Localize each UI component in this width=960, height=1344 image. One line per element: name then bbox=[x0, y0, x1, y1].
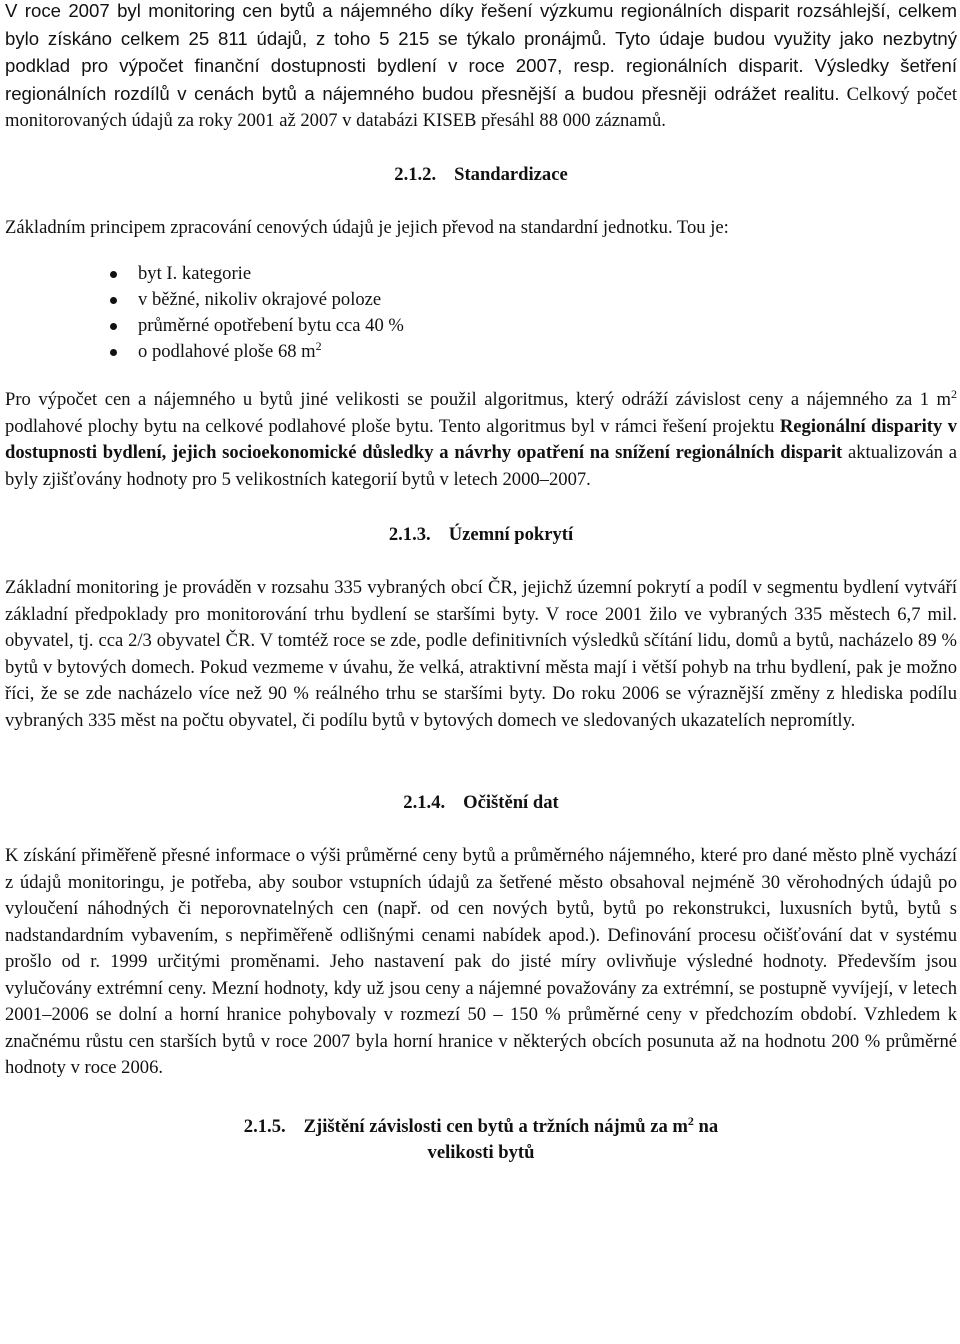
heading-number: 2.1.2. bbox=[394, 163, 437, 185]
standard-unit-list bbox=[5, 261, 957, 365]
bullet-icon bbox=[110, 323, 117, 330]
list-item: v běžné, nikoliv okrajové poloze bbox=[5, 287, 957, 313]
project-title: Regionální disparity v dostupnosti bydlení, jejich socioekonomické důsledky a návrhy opatření na snížení regionálních disparit bbox=[5, 415, 957, 463]
bullet-icon bbox=[110, 349, 117, 356]
heading-number: 2.1.4. bbox=[403, 792, 446, 813]
heading-title: Zjištění závislosti cen bytů a tržních nájmů za $m^2$ na bbox=[303, 1113, 719, 1137]
superscript: 2 bbox=[687, 1113, 694, 1128]
bullet-icon bbox=[110, 271, 117, 278]
heading-uzemni-pokryti bbox=[5, 522, 957, 548]
superscript: 2 bbox=[951, 387, 957, 401]
heading-ocisteni-dat bbox=[5, 790, 957, 816]
algorithm-paragraph: Pro výpočet cen a nájemného u bytů jiné velikosti se použil algoritmus, který odráží závislost ceny a nájemného za 1 $m^2$ podlahové plochy bytu na celkové podlahové ploše bytu. Tento algoritmus byl v rámci řešení projektu Regionální disparity v dostupnosti bydlení, jejich socioekonomické důsledky a návrhy opatření na snížení regionálních disparit aktualizován a byly zjišťovány hodnoty pro 5 velikostních kategorií bytů v letech 2000–2007. bbox=[5, 387, 957, 490]
heading-title: Územní pokrytí bbox=[448, 524, 574, 545]
list-item: byt I. kategorie bbox=[5, 261, 957, 287]
heading-title: Standardizace bbox=[454, 163, 568, 185]
intro-text-sans: V roce 2007 byl monitoring cen bytů a nájemného díky řešení výzkumu regionálních disparit rozsáhlejší, celkem bylo získáno celkem 25 811 údajů, z toho 5 215 se týkalo pronájmů. Tyto údaje budou využity jako nezbytný podklad pro výpočet finanční dostupnosti bydlení v roce 2007, resp. regionálních disparit. Výsledky šetření regionálních rozdílů v cenách bytů a nájemného budou přesnější a budou přesněji odrážet realitu. bbox=[5, 0, 957, 104]
heading-number: 2.1.5. bbox=[243, 1115, 286, 1137]
standardizace-lead: Základním principem zpracování cenových údajů je jejich převod na standardní jednotku. Tou je: bbox=[5, 216, 729, 238]
document-page bbox=[5, 0, 957, 1166]
uzemni-pokryti-paragraph: Základní monitoring je prováděn v rozsahu 335 vybraných obcí ČR, jejichž územní pokrytí a podíl v segmentu bydlení vytváří základní předpoklady pro monitorování trhu bydlení se staršími byty. V roce 2001 žilo ve vybraných 335 městech 6,7 mil. obyvatel, tj. cca 2/3 obyvatel ČR. V tomtéž roce se zde, podle definitivních výsledků sčítání lidu, domů a bytů, nacházelo 89 % bytů v bytových domech. Pokud vezmeme v úvahu, že velká, atraktivní města mají i větší pohyb na trhu bydlení, pak je možno říci, že se zde nacházelo více než 90 % reálného trhu se staršími byty. Do roku 2006 se výraznější změny z hlediska podílu vybraných 335 měst na počtu obyvatel, či podílu bytů v bytových domech ve sledovaných ukazatelích nepromítly. bbox=[5, 577, 957, 731]
list-item: o podlahové ploše 68 $m^2$ bbox=[5, 339, 957, 365]
heading-standardizace bbox=[5, 162, 957, 188]
heading-number: 2.1.3. bbox=[388, 524, 431, 545]
bullet-icon bbox=[110, 297, 117, 304]
heading-zjisteni-zavislosti bbox=[5, 1114, 957, 1166]
heading-title: Očištění dat bbox=[463, 792, 559, 813]
list-item: průměrné opotřebení bytu cca 40 % bbox=[5, 313, 957, 339]
intro-paragraph bbox=[5, 0, 957, 135]
intro-text-serif: Celkový počet monitorovaných údajů za roky 2001 až 2007 v databázi KISEB přesáhl 88 000 záznamů. bbox=[5, 83, 957, 131]
superscript: 2 bbox=[315, 339, 322, 353]
ocisteni-dat-paragraph: K získání přiměřeně přesné informace o výši průměrné ceny bytů a průměrného nájemného, které pro dané město plně vychází z údajů monitoringu, je potřeba, aby soubor vstupních údajů za šetřené město obsahoval nejméně 30 věrohodných údajů po vyloučení náhodných či neporovnatelných cen (např. od cen nových bytů, bytů po rekonstrukci, luxusních bytů, bytů s nadstandardním vybavením, s nepřiměřeně odlišnými cenami nabídek apod.). Definování procesu očišťování dat v systému prošlo od r. 1999 určitými proměnami. Jeho nastavení pak do jisté míry ovlivňuje výsledné hodnoty. Především jsou vylučovány extrémní ceny. Mezní hodnoty, kdy už jsou ceny a nájemné považovány za extrémní, se postupně vyvíjejí, v letech 2001–2006 se dolní a horní hranice pohybovaly v rozmezí 50 – 150 % průměrné ceny v předchozím období. Vzhledem k značnému růstu cen starších bytů v roce 2007 byla horní hranice v některých obcích posunuta až na hodnotu 200 % průměrné hodnoty v roce 2006. bbox=[5, 845, 957, 1078]
heading-title-line2: velikosti bytů bbox=[427, 1141, 535, 1163]
